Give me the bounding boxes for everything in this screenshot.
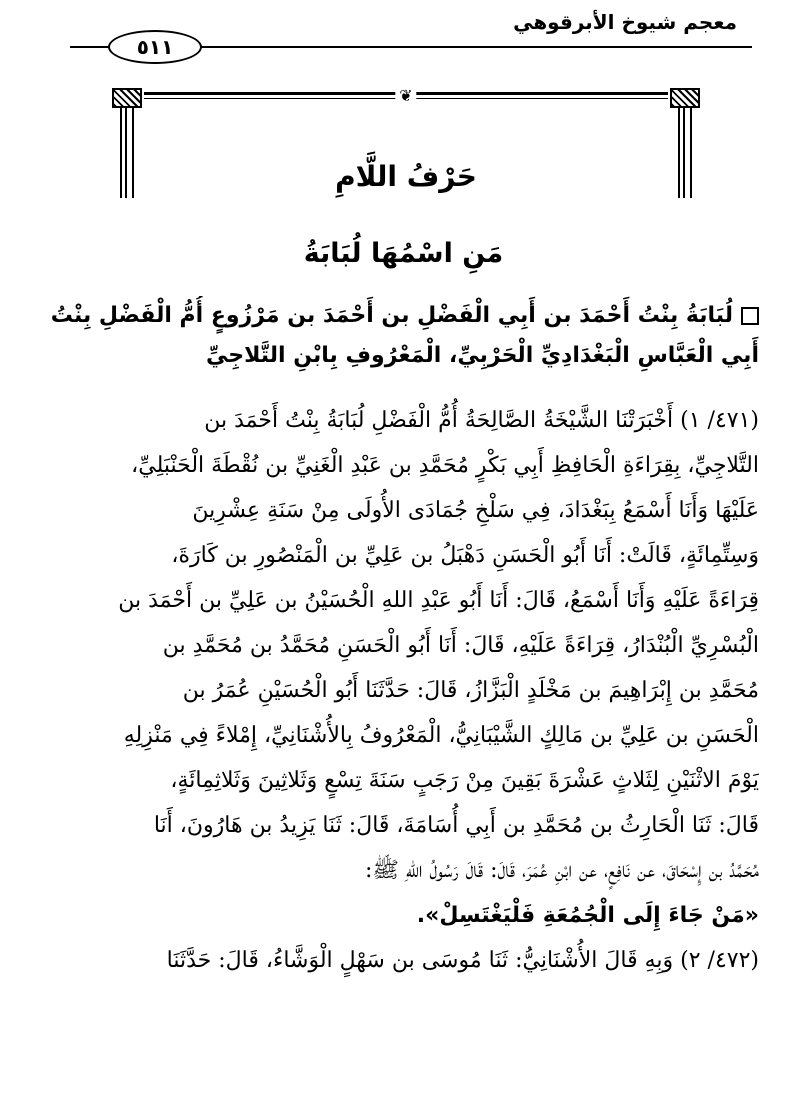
entry-line: أَبِي الْعَبَّاسِ الْبَغْدَادِيِّ الْحَرْبِيِّ، الْمَعْرُوفِ بِابْنِ التَّلاجِيِّ [205,343,759,368]
entry-line [48,296,759,336]
page-number: ٥١١ [108,30,202,64]
text-line: وَسِتِّمِائَةٍ، قَالَتْ: أَنَا أَبُو الْحَسَنِ دَهْبَلُ بن عَلِيِّ بن الْمَنْصُورِ بن كَارَةَ، [171,543,759,568]
running-title: معجم شيوخ الأبرقوهي [513,10,737,34]
hadith-text: «مَنْ جَاءَ إِلَى الْجُمُعَةِ فَلْيَغْتَسِلْ». [416,903,759,928]
text-line: عَلَيْهَا وَأَنَا أَسْمَعُ بِبَغْدَادَ، فِي سَلْخِ جُمَادَى الأُولَى مِنْ سَنَةِ عِشْرِينَ [192,498,759,523]
text-line: الْحَسَنِ بن عَلِيِّ بن مَالِكٍ الشَّيْبَانِيُّ، الْمَعْرُوفُ بِالأُشْنَانِيِّ، إِمْلاءً فِي مَنْزِلِهِ [123,723,759,748]
entry-checkbox-icon [741,307,759,325]
body-text [62,398,759,983]
text-line: (٤٧١/ ١) أَخْبَرَتْنَا الشَّيْخَةُ الصَّالِحَةُ أُمُّ الْفَضْلِ لُبَابَةُ بِنْتُ أَحْمَدَ بن [204,408,759,433]
entry-heading [48,296,759,376]
text-line: قِرَاءَةً عَلَيْهِ وَأَنَا أَسْمَعُ، قَالَ: أَنَا أَبُو عَبْدِ اللهِ الْحُسَيْنُ بن عَلِيِّ بن أَحْمَدَ بن [118,588,759,613]
text-line: مُحَمَّدُ بن إِسْحَاقَ، عن نَافِعٍ، عن ابْنِ عُمَرَ، قَالَ: قَالَ رَسُولُ اللهِ ﷺ: [364,858,759,883]
text-line: مُحَمَّدِ بن إِبْرَاهِيمَ بن مَخْلَدٍ الْبَزَّازُ، قَالَ: حَدَّثَنَا أَبُو الْحُسَيْنِ عُمَرُ بن [182,678,759,703]
section-title: مَنِ اسْمُهَا لُبَابَةُ [303,238,504,269]
text-line: قَالَ: ثَنَا الْحَارِثُ بن مُحَمَّدِ بن أَبِي أُسَامَةَ، قَالَ: ثَنَا يَزِيدُ بن هَارُونَ، أَنَا [153,813,759,838]
text-line: يَوْمَ الاثْنَيْنِ لِثَلاثٍ عَشْرَةَ بَقِينَ مِنْ رَجَبٍ سَنَةَ تِسْعٍ وَثَلاثِينَ وَثَلاثِمِائَةٍ، [170,768,759,793]
text-line: (٤٧٢/ ٢) وَبِهِ قَالَ الأُشْنَانِيُّ: ثَنَا مُوسَى بن سَهْلٍ الْوَشَّاءُ، قَالَ: حَدَّثَنَا [166,948,759,973]
chapter-title: حَرْفُ اللَّامِ [335,160,477,193]
text-line: الْبُسْرِيِّ الْبُنْدَارُ، قِرَاءَةً عَلَيْهِ، قَالَ: أَنَا أَبُو الْحَسَنِ مُحَمَّدُ بن مُحَمَّدِ بن [162,633,759,658]
text-line: التَّلاجِيِّ، بِقِرَاءَةِ الْحَافِظِ أَبِي بَكْرٍ مُحَمَّدِ بن عَبْدِ الْغَنِيِّ بن نُقْطَةَ الْحَنْبَلِيِّ، [131,453,759,478]
entry-line-text: لُبَابَةُ بِنْتُ أَحْمَدَ بن أَبِي الْفَضْلِ بن أَحْمَدَ بن مَرْزُوعٍ أُمُّ الْفَضْلِ بِنْتُ [50,303,733,328]
floral-ornament-icon: ❦ [395,88,416,104]
chapter-frame [112,88,700,208]
